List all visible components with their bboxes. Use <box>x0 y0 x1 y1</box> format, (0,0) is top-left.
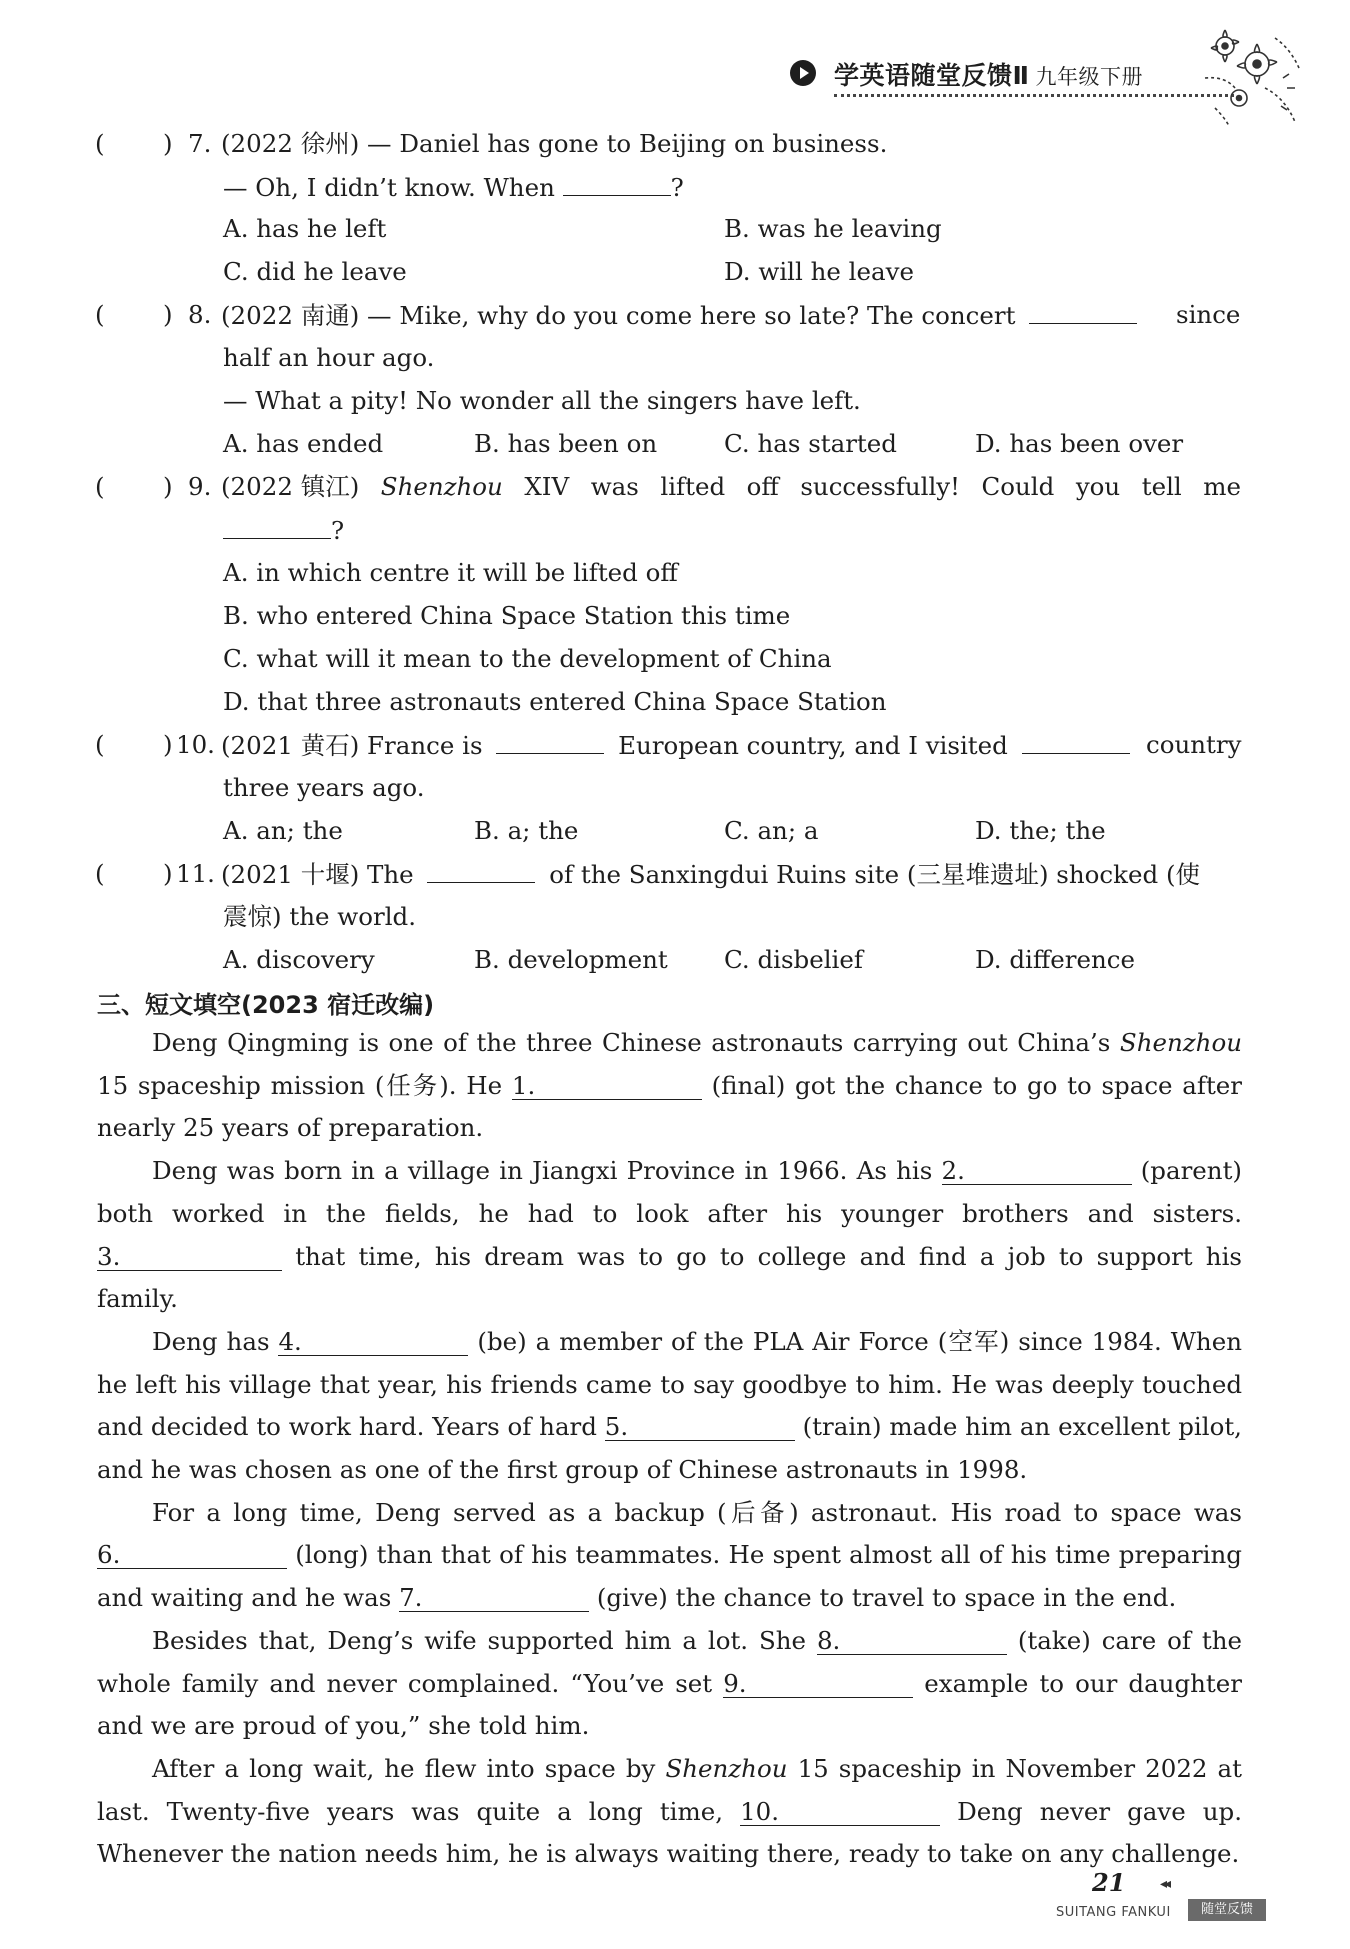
option-b: B. who entered China Space Station this time <box>223 601 791 630</box>
answer-paren-close: ) <box>163 129 173 158</box>
question-stem: off <box>746 472 779 501</box>
answer-blank <box>427 860 535 883</box>
question-stem: Could <box>981 472 1055 501</box>
question-number: 11. <box>176 859 215 888</box>
option-d: D. the; the <box>975 816 1106 845</box>
blank-3: 3. <box>97 1244 282 1271</box>
question-number: 7. <box>188 129 212 158</box>
option-a: A. in which centre it will be lifted off <box>223 558 678 587</box>
answer-paren-close: ) <box>163 859 173 888</box>
question-8-line-1 <box>221 301 1137 330</box>
question-stem: country <box>1146 730 1242 759</box>
blank-10: 10. <box>740 1799 940 1826</box>
passage <box>97 1022 1242 1876</box>
answer-blank <box>1022 731 1130 754</box>
section-title: 三、短文填空(2023 宿迁改编) <box>97 991 435 1019</box>
blank-6: 6. <box>97 1542 287 1569</box>
option-c: C. did he leave <box>223 257 407 286</box>
option-d: D. has been over <box>975 429 1184 458</box>
question-stem: — What a pity! No wonder all the singers have left. <box>223 386 861 415</box>
question-10-line-1 <box>221 731 1136 760</box>
answer-paren-open: ( <box>95 300 105 329</box>
option-a: A. discovery <box>223 945 375 974</box>
header-dotted-rule <box>834 94 1234 97</box>
answer-blank <box>563 173 671 196</box>
double-arrow-left-icon: ◂◂ <box>1160 1876 1169 1892</box>
passage-paragraph-2: Deng was born in a village in Jiangxi Province in 1966. As his 2. (parent) both worked in the fields, he had to look after his younger brothers and sisters. 3. that time, his dream was to go to college and find a job to support his family. <box>97 1156 1242 1314</box>
question-mark: ? <box>331 516 345 545</box>
question-mark: ? <box>670 173 684 202</box>
option-b: B. has been on <box>474 429 658 458</box>
answer-paren-close: ) <box>163 472 173 501</box>
question-stem: XIV <box>524 472 570 501</box>
blank-4: 4. <box>278 1329 468 1356</box>
question-stem: European country, and I visited <box>618 731 1008 760</box>
answer-blank <box>496 731 604 754</box>
book-title: 学英语随堂反馈Ⅱ <box>834 61 1030 90</box>
question-stem: half an hour ago. <box>223 343 435 372</box>
question-9-line-2 <box>223 516 344 545</box>
option-b: B. was he leaving <box>724 214 942 243</box>
passage-paragraph-6: After a long wait, he flew into space by Shenzhou 15 spaceship in November 2022 at last. Twenty-five years was quite a long time, 10. Deng never gave up. Whenever the nation needs him, he is always waiting there, ready to take on any challenge. <box>97 1753 1242 1869</box>
play-icon <box>790 60 816 86</box>
option-c: C. what will it mean to the development of China <box>223 644 832 673</box>
footer-brand-english: SUITANG FANKUI <box>1056 1905 1171 1920</box>
blank-1: 1. <box>512 1073 702 1100</box>
footer-brand-chinese: 随堂反馈 <box>1188 1899 1266 1921</box>
question-number: 8. <box>188 300 212 329</box>
blank-8: 8. <box>817 1628 1007 1655</box>
blank-7: 7. <box>399 1585 589 1612</box>
option-d: D. difference <box>975 945 1135 974</box>
question-stem: lifted <box>660 472 726 501</box>
option-a: A. an; the <box>223 816 343 845</box>
question-stem: (2021 十堰) The <box>221 860 414 889</box>
question-stem: since <box>1176 300 1241 329</box>
question-11-line-1 <box>221 860 1200 889</box>
option-c: C. an; a <box>724 816 819 845</box>
option-b: B. a; the <box>474 816 579 845</box>
question-stem: (2022 南通) — Mike, why do you come here so late? The concert <box>221 301 1016 330</box>
option-c: C. disbelief <box>724 945 863 974</box>
question-stem: Shenzhou <box>380 472 503 501</box>
question-number: 9. <box>188 472 212 501</box>
answer-paren-open: ( <box>95 859 105 888</box>
book-grade: 九年级下册 <box>1035 65 1143 89</box>
blank-2: 2. <box>942 1158 1132 1185</box>
question-stem: successfully! <box>800 472 960 501</box>
question-stem: 震惊) the world. <box>223 902 416 931</box>
question-9-line-1 <box>221 473 1241 501</box>
blank-5: 5. <box>605 1414 795 1441</box>
answer-paren-open: ( <box>95 472 105 501</box>
question-source: (2022 镇江) <box>221 472 360 501</box>
question-number: 10. <box>176 730 215 759</box>
option-a: A. has he left <box>223 214 387 243</box>
question-stem: — Oh, I didn’t know. When <box>223 173 555 202</box>
passage-paragraph-5: Besides that, Deng’s wife supported him a lot. She 8. (take) care of the whole family and never complained. “You’ve set 9. example to our daughter and we are proud of you,” she told him. <box>97 1625 1242 1741</box>
answer-blank <box>1029 301 1137 324</box>
blank-9: 9. <box>723 1671 913 1698</box>
header-title <box>834 56 1143 92</box>
passage-paragraph-1: Deng Qingming is one of the three Chinese astronauts carrying out China’s Shenzhou 15 spaceship mission (任务). He 1. (final) got the chance to go to space after nearly 25 years of preparation. <box>97 1028 1243 1143</box>
question-stem: was <box>590 472 639 501</box>
question-stem: three years ago. <box>223 773 425 802</box>
page-header <box>790 52 1260 98</box>
page-number: 21 <box>1092 1868 1126 1897</box>
option-a: A. has ended <box>223 429 384 458</box>
question-stem: you <box>1075 472 1121 501</box>
option-d: D. will he leave <box>724 257 914 286</box>
passage-paragraph-3: Deng has 4. (be) a member of the PLA Air Force (空军) since 1984. When he left his village that year, his friends came to say goodbye to him. He was deeply touched and decided to work hard. Years of hard 5. (train) made him an excellent pilot, and he was chosen as one of the first group of Chinese astronauts in 1998. <box>97 1326 1242 1485</box>
option-c: C. has started <box>724 429 897 458</box>
question-stem: me <box>1203 472 1241 501</box>
answer-blank <box>223 516 331 539</box>
answer-paren-open: ( <box>95 129 105 158</box>
answer-paren-open: ( <box>95 730 105 759</box>
question-stem: of the Sanxingdui Ruins site (三星堆遗址) shocked (使 <box>549 860 1200 889</box>
option-d: D. that three astronauts entered China Space Station <box>223 687 887 716</box>
passage-paragraph-4: For a long time, Deng served as a backup (后备) astronaut. His road to space was 6. (long) than that of his teammates. He spent almost all of his time preparing and waiting and he was 7. (give) the chance to travel to space in the end. <box>97 1497 1242 1613</box>
flower-decoration-icon <box>1195 18 1305 128</box>
question-7-line-2 <box>223 173 684 202</box>
question-stem: (2021 黄石) France is <box>221 731 483 760</box>
question-stem: (2022 徐州) — Daniel has gone to Beijing on business. <box>221 129 888 158</box>
answer-paren-close: ) <box>163 730 173 759</box>
option-b: B. development <box>474 945 668 974</box>
question-stem: tell <box>1141 472 1182 501</box>
answer-paren-close: ) <box>163 300 173 329</box>
